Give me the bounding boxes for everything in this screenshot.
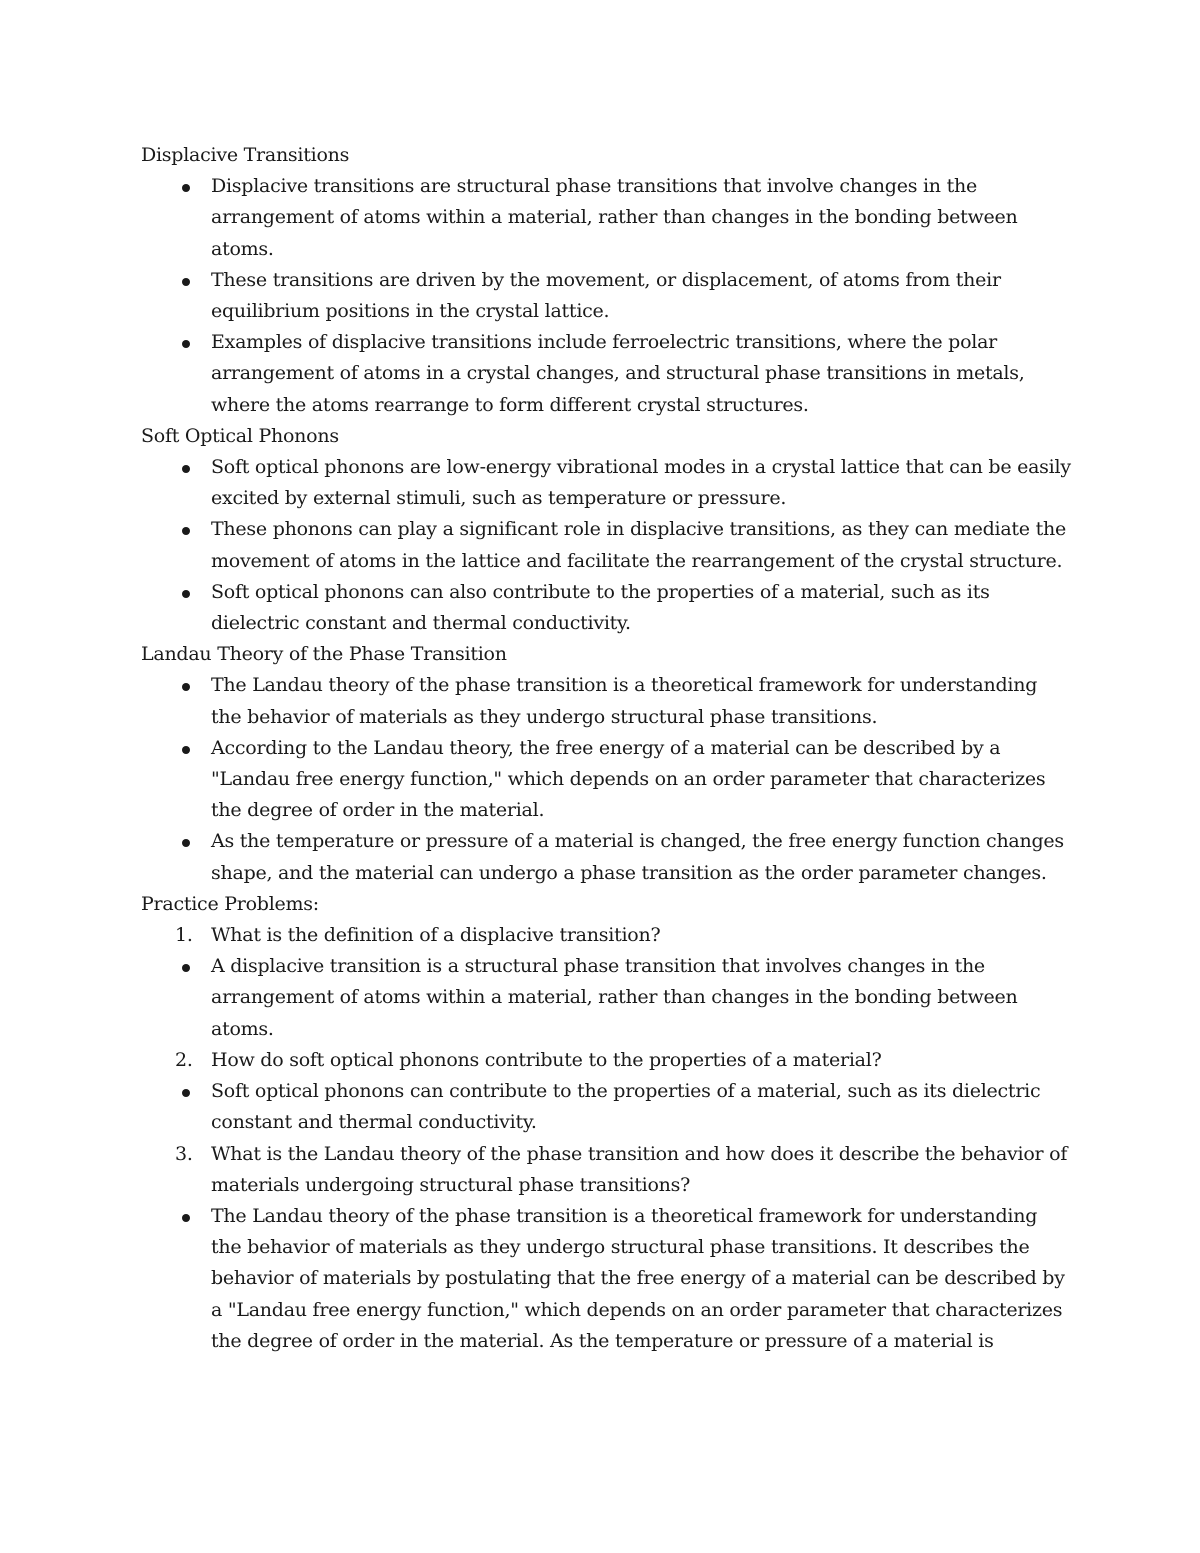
list-item xyxy=(141,733,1071,827)
question-item xyxy=(141,1139,1071,1201)
section-landau-theory xyxy=(141,639,1071,889)
list-item-text: These phonons can play a significant role in displacive transitions, as they can mediate the movement of atoms in the lattice and facilitate the rearrangement of the crystal structure. xyxy=(211,518,1066,572)
document-page xyxy=(141,140,1071,1357)
list-item xyxy=(141,514,1071,576)
answer-item xyxy=(141,951,1071,1045)
list-item-text: Examples of displacive transitions include ferroelectric transitions, where the polar arrangement of atoms in a crystal changes, and structural phase transitions in metals, where the atoms rearrange to form different crystal structures. xyxy=(211,331,1025,416)
answer-item xyxy=(141,1201,1071,1357)
list-item-text: These transitions are driven by the movement, or displacement, of atoms from their equilibrium positions in the crystal lattice. xyxy=(211,268,1001,323)
list-item xyxy=(141,452,1071,514)
question-item xyxy=(141,920,1071,951)
question-number: 1. xyxy=(175,924,193,947)
question-text: What is the Landau theory of the phase transition and how does it describe the behavior of materials undergoing structural phase transitions? xyxy=(211,1142,1068,1196)
answer-text: The Landau theory of the phase transition is a theoretical framework for understanding the behavior of materials as they undergo structural phase transitions. It describes the behavior of materials by postulating that the free energy of a material can be described by a "Landau free energy function," which depends on an order parameter that characterizes the degree of order in the material. As the temperature or pressure of a material is xyxy=(211,1204,1065,1352)
list-item xyxy=(141,171,1071,265)
list-item-text: The Landau theory of the phase transition is a theoretical framework for understanding the behavior of materials as they undergo structural phase transitions. xyxy=(211,674,1038,728)
list-item-text: Displacive transitions are structural phase transitions that involve changes in the arrangement of atoms within a material, rather than changes in the bonding between atoms. xyxy=(211,175,1018,260)
section-soft-optical-phonons xyxy=(141,421,1071,639)
section-heading: Soft Optical Phonons xyxy=(141,424,339,447)
section-heading: Displacive Transitions xyxy=(141,144,350,166)
bullet-list xyxy=(141,452,1071,639)
answer-item xyxy=(141,1076,1071,1138)
list-item-text: According to the Landau theory, the free energy of a material can be described by a "Landau free energy function," which depends on an order parameter that characterizes the degree of order in the material. xyxy=(211,736,1046,822)
answer-text: Soft optical phonons can contribute to the properties of a material, such as its dielectric constant and thermal conductivity. xyxy=(211,1080,1041,1134)
bullet-list xyxy=(141,670,1071,888)
section-practice-problems xyxy=(141,889,1071,1357)
list-item-text: As the temperature or pressure of a material is changed, the free energy function changes shape, and the material can undergo a phase transition as the order parameter changes. xyxy=(211,830,1064,884)
list-item-text: Soft optical phonons can also contribute to the properties of a material, such as its dielectric constant and thermal conductivity. xyxy=(211,580,990,635)
list-item xyxy=(141,826,1071,888)
question-number: 3. xyxy=(175,1142,193,1165)
list-item xyxy=(141,577,1071,639)
list-item xyxy=(141,327,1071,421)
question-number: 2. xyxy=(175,1048,193,1071)
list-item xyxy=(141,670,1071,732)
question-text: How do soft optical phonons contribute to the properties of a material? xyxy=(211,1048,882,1071)
section-heading: Practice Problems: xyxy=(141,892,319,915)
section-displacive-transitions xyxy=(141,140,1071,421)
question-item xyxy=(141,1045,1071,1076)
list-item-text: Soft optical phonons are low-energy vibrational modes in a crystal lattice that can be easily excited by external stimuli, such as temperature or pressure. xyxy=(211,456,1071,510)
section-heading: Landau Theory of the Phase Transition xyxy=(141,643,507,666)
problem-list xyxy=(141,920,1071,1357)
list-item xyxy=(141,265,1071,327)
question-text: What is the definition of a displacive transition? xyxy=(211,924,661,947)
bullet-list xyxy=(141,171,1071,421)
answer-text: A displacive transition is a structural phase transition that involves changes in the arrangement of atoms within a material, rather than changes in the bonding between atoms. xyxy=(211,955,1018,1040)
